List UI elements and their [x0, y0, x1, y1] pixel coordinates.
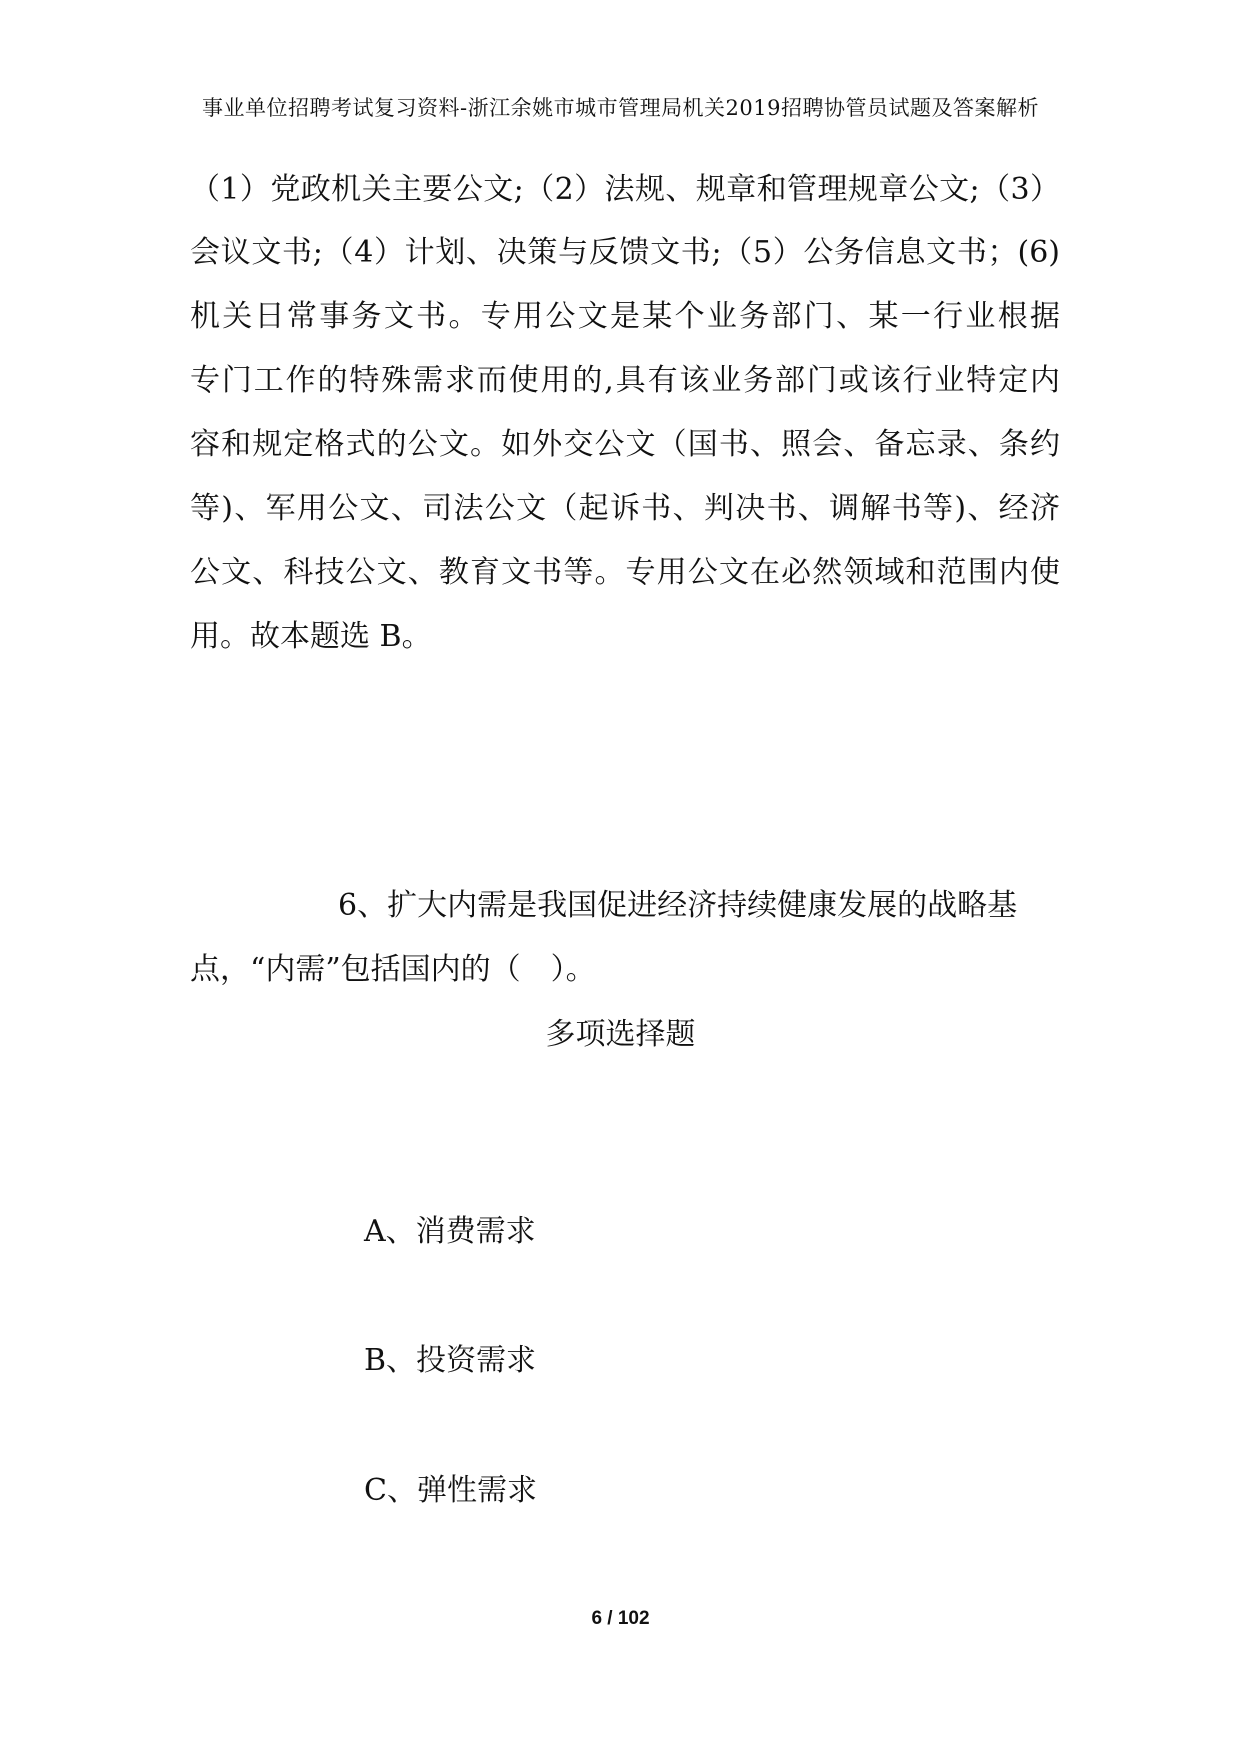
paragraph-line: 会议文书;（4）计划、决策与反馈文书;（5）公务信息文书；(6)	[190, 235, 1060, 270]
page-number: 6 / 102	[591, 1608, 650, 1629]
paragraph-line: （1）党政机关主要公文;（2）法规、规章和管理规章公文;（3）	[190, 172, 1060, 207]
option-c: C、弹性需求	[364, 1473, 537, 1508]
question-text: 点，“内需”包括国内的（ ）。	[190, 952, 596, 987]
paragraph-line: 用。故本题选 B。	[190, 619, 432, 654]
paragraph-line: 容和规定格式的公文。如外交公文（国书、照会、备忘录、条约	[190, 427, 1060, 462]
paragraph-line: 专门工作的特殊需求而使用的,具有该业务部门或该行业特定内	[190, 363, 1060, 398]
paragraph-line: 公文、科技公文、教育文书等。专用公文在必然领域和范围内使	[190, 555, 1060, 590]
option-b: B、投资需求	[364, 1343, 537, 1378]
question-type-label: 多项选择题	[545, 1017, 696, 1052]
question-text: 6、扩大内需是我国促进经济持续健康发展的战略基	[338, 888, 1018, 923]
paragraph-line: 等)、军用公文、司法公文（起诉书、判决书、调解书等)、经济	[190, 491, 1060, 526]
option-a: A、消费需求	[364, 1214, 536, 1249]
paragraph-line: 机关日常事务文书。专用公文是某个业务部门、某一行业根据	[190, 299, 1060, 334]
document-header: 事业单位招聘考试复习资料-浙江余姚市城市管理局机关2019招聘协管员试题及答案解析	[201, 96, 1040, 120]
